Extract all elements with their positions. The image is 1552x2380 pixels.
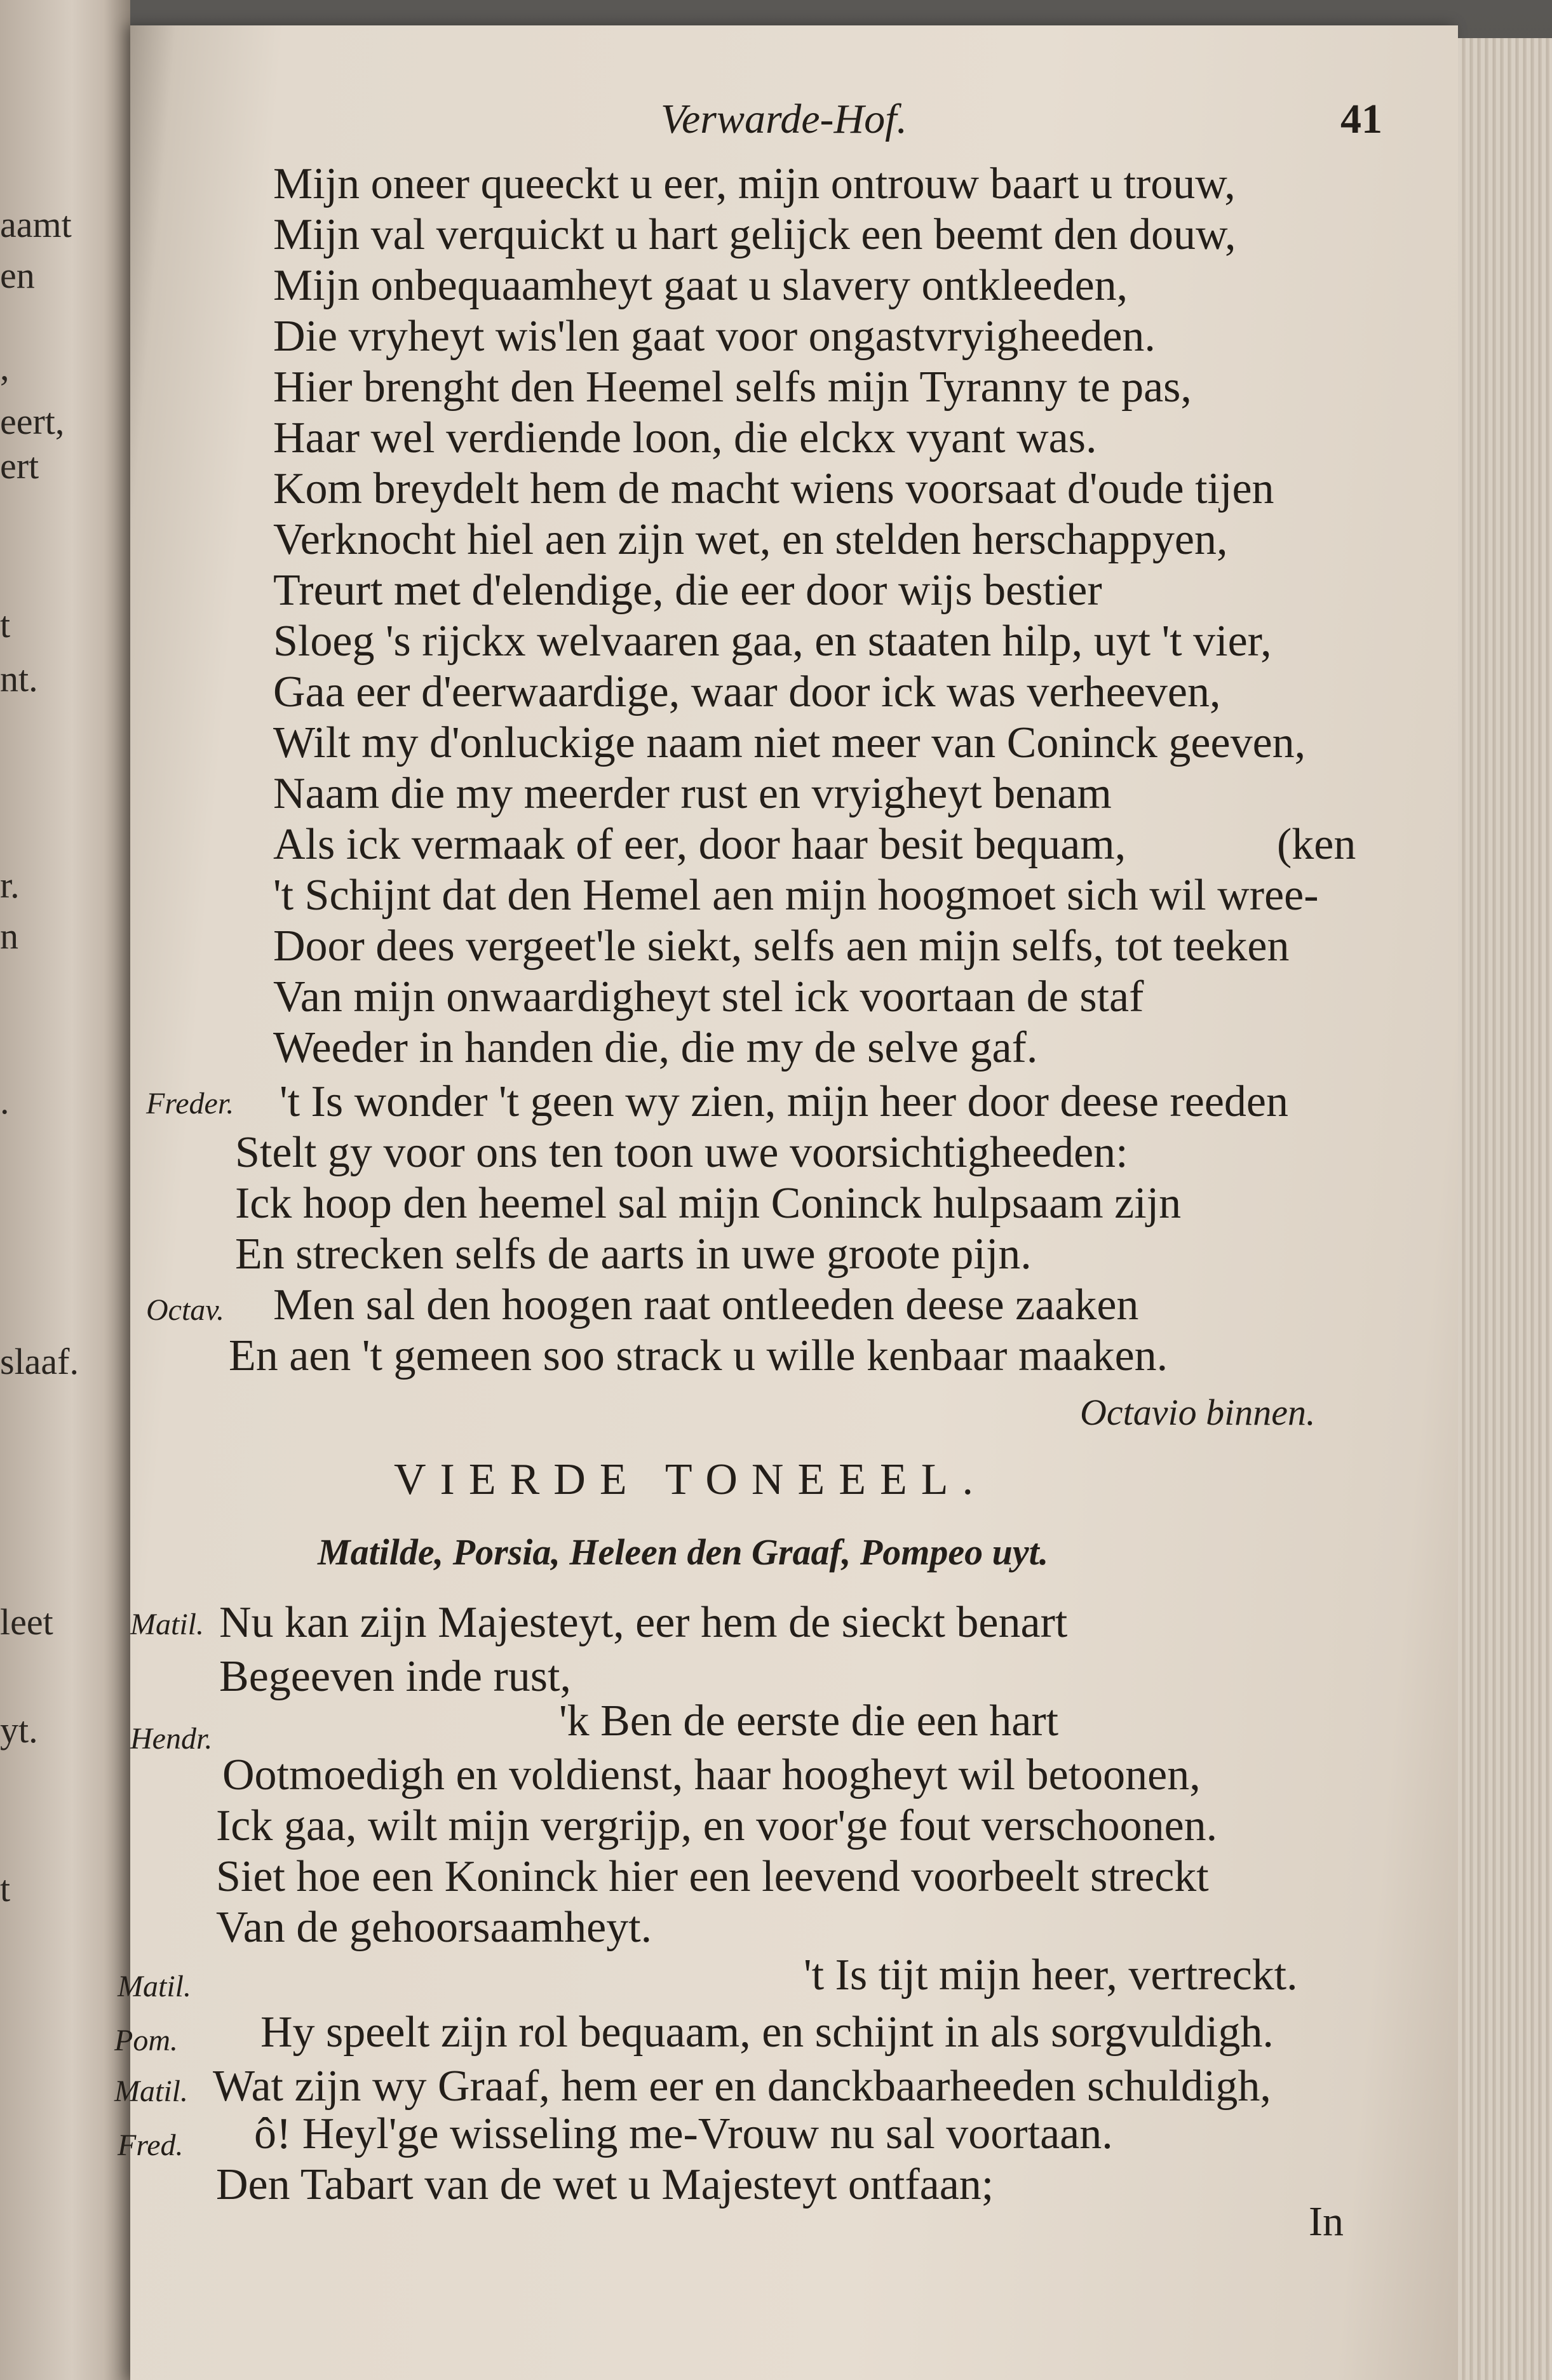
page-number: 41 (1340, 96, 1382, 142)
left-page-fragment: n (0, 915, 18, 957)
catchword: In (1309, 2198, 1344, 2245)
verse-line: Ootmoedigh en voldienst, haar hoogheyt wil betoonen, (222, 1751, 1201, 1799)
verse-line: Den Tabart van de wet u Majesteyt ontfaan; (216, 2160, 994, 2209)
verse-line: 't Is wonder 't geen wy zien, mijn heer door deese reeden (280, 1077, 1288, 1126)
speaker-label: Pom. (114, 2024, 178, 2057)
verse-line: Door dees vergeet'le siekt, selfs aen mijn selfs, tot teeken (273, 922, 1290, 971)
verse-line: Treurt met d'elendige, die eer door wijs bestier (273, 566, 1102, 615)
verse-line: Hy speelt zijn rol bequaam, en schijnt in als sorgvuldigh. (260, 2008, 1274, 2057)
speaker-label: Matil. (118, 1970, 191, 2003)
verse-line: Ick gaa, wilt mijn vergrijp, en voor'ge fout verschoonen. (216, 1801, 1218, 1850)
verse-line: Men sal den hoogen raat ontleeden deese zaaken (273, 1281, 1139, 1329)
left-page-fragment: eert, (0, 401, 65, 442)
verse-line: Naam die my meerder rust en vryigheyt benam (273, 769, 1112, 818)
verse-line: Gaa eer d'eerwaardige, waar door ick was verheeven, (273, 668, 1221, 716)
left-page-fragment: t (0, 604, 11, 645)
scene-heading: VIERDE TONEEEL. (394, 1455, 987, 1504)
left-page-fragment: en (0, 255, 35, 296)
verse-line: Haar wel verdiende loon, die elckx vyant was. (273, 413, 1097, 462)
verse-line: Sloeg 's rijckx welvaaren gaa, en staaten hilp, uyt 't vier, (273, 617, 1272, 666)
verse-line: Siet hoe een Koninck hier een leevend voorbeelt streckt (216, 1852, 1209, 1901)
verse-line: Wilt my d'onluckige naam niet meer van Coninck geeven, (273, 718, 1306, 767)
left-page (0, 0, 130, 2380)
verse-line: Nu kan zijn Majesteyt, eer hem de sieckt benart (219, 1598, 1068, 1647)
left-page-fragment: t (0, 1868, 11, 1909)
running-head: Verwarde-Hof. (661, 96, 908, 142)
verse-line: Mijn oneer queeckt u eer, mijn ontrouw baart u trouw, (273, 159, 1236, 208)
left-page-fragment: , (0, 347, 10, 388)
left-page-fragment: leet (0, 1601, 53, 1643)
verse-line: Begeeven inde rust, (219, 1652, 571, 1701)
verse-turnover: (ken (1277, 820, 1356, 869)
speaker-label: Fred. (118, 2128, 184, 2162)
stage-direction: Octavio binnen. (1080, 1392, 1316, 1433)
verse-line: Kom breydelt hem de macht wiens voorsaat d'oude tijen (273, 464, 1274, 513)
verse-line: Van de gehoorsaamheyt. (216, 1903, 652, 1952)
verse-line: Mijn onbequaamheyt gaat u slavery ontkleeden, (273, 261, 1128, 310)
speaker-label: Matil. (130, 1608, 204, 1641)
cast-list: Matilde, Porsia, Heleen den Graaf, Pompeo uyt. (318, 1531, 1049, 1573)
speaker-label: Hendr. (130, 1722, 213, 1756)
verse-line: 't Is tijt mijn heer, vertreckt. (804, 1951, 1298, 2000)
verse-line: En strecken selfs de aarts in uwe groote pijn. (235, 1230, 1032, 1279)
verse-line: Die vryheyt wis'len gaat voor ongastvryigheeden. (273, 312, 1156, 361)
verse-line: Verknocht hiel aen zijn wet, en stelden herschappyen, (273, 515, 1228, 564)
left-page-fragment: yt. (0, 1709, 38, 1751)
page-edges (1458, 38, 1552, 2380)
verse-line: 't Schijnt dat den Hemel aen mijn hoogmoet sich wil wree- (273, 871, 1319, 920)
verse-line: Stelt gy voor ons ten toon uwe voorsichtigheeden: (235, 1128, 1128, 1177)
verse-line: Hier brenght den Heemel selfs mijn Tyranny te pas, (273, 363, 1192, 412)
verse-line: En aen 't gemeen soo strack u wille kenbaar maaken. (229, 1331, 1168, 1380)
left-page-fragment: slaaf. (0, 1341, 79, 1382)
left-page-fragment: aamt (0, 204, 72, 245)
left-page-fragment: r. (0, 864, 20, 906)
left-page-fragment: ert (0, 445, 39, 487)
verse-line: Mijn val verquickt u hart gelijck een beemt den douw, (273, 210, 1236, 259)
verse-line: 'k Ben de eerste die een hart (559, 1697, 1059, 1745)
left-page-fragment: nt. (0, 658, 38, 699)
left-page-fragment: . (0, 1080, 10, 1122)
speaker-label: Matil. (114, 2074, 188, 2108)
verse-line: Ick hoop den heemel sal mijn Coninck hulpsaam zijn (235, 1179, 1182, 1228)
verse-line: Van mijn onwaardigheyt stel ick voortaan de staf (273, 972, 1144, 1021)
verse-line: ô! Heyl'ge wisseling me-Vrouw nu sal voortaan. (254, 2109, 1113, 2158)
speaker-label: Freder. (146, 1087, 234, 1120)
verse-line: Weeder in handen die, die my de selve gaf. (273, 1023, 1038, 1072)
verse-line: Als ick vermaak of eer, door haar besit bequam, (273, 820, 1126, 869)
speaker-label: Octav. (146, 1293, 225, 1327)
verse-line: Wat zijn wy Graaf, hem eer en danckbaarheeden schuldigh, (213, 2062, 1271, 2111)
